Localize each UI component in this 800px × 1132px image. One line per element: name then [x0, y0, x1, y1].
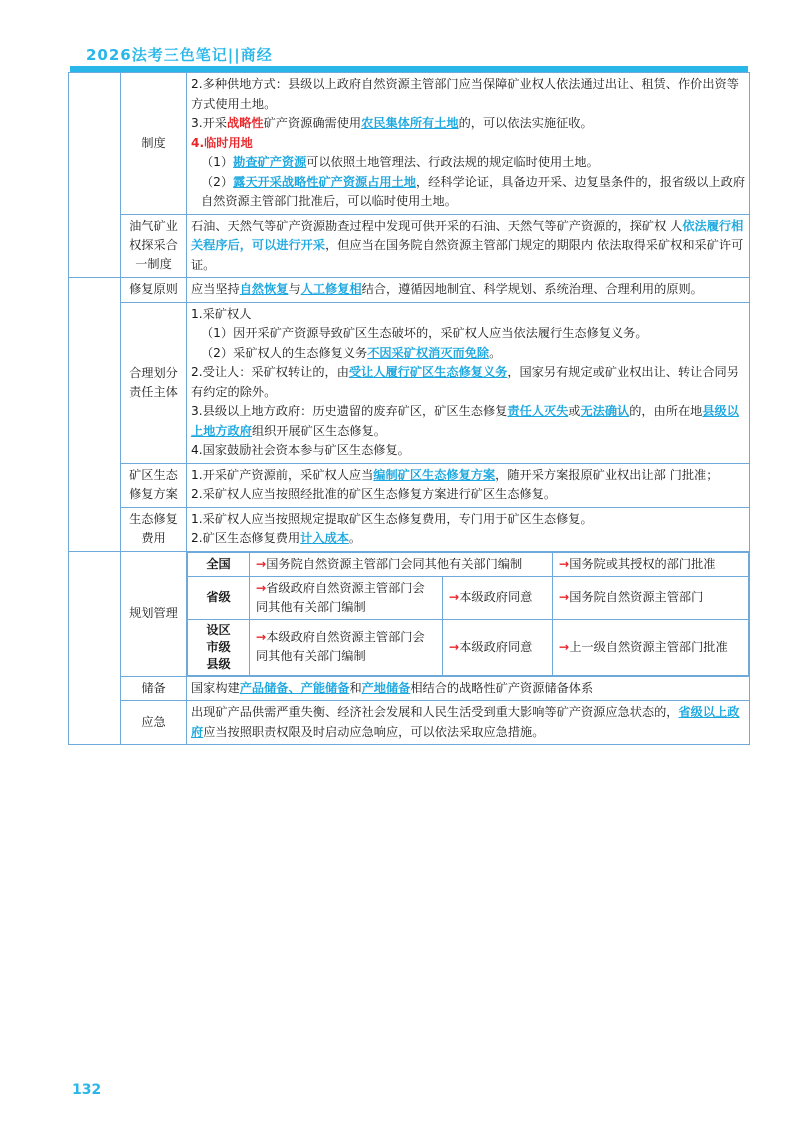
arrow-icon: → [559, 556, 570, 571]
planning-step: →国务院或其授权的部门批准 [553, 552, 749, 576]
text-line: 3.开采战略性矿产资源确需使用农民集体所有土地的，可以依法实施征收。 [191, 116, 593, 130]
row-label: 应急 [121, 701, 187, 745]
group-cell-2 [69, 278, 121, 552]
arrow-icon: → [559, 590, 570, 604]
text-line: （1）勘查矿产资源可以依照土地管理法、行政法规的规定临时使用土地。 [201, 155, 599, 169]
row-content [187, 463, 750, 507]
arrow-icon: → [256, 630, 267, 644]
row-label: 规划管理 [121, 551, 187, 676]
arrow-icon: → [449, 639, 460, 654]
planning-step: →上一级自然资源主管部门批准 [553, 619, 749, 675]
planning-step: →省级政府自然资源主管部门会同其他有关部门编制 [250, 576, 443, 619]
row-xiufu [69, 278, 750, 303]
row-fangan [69, 463, 750, 507]
row-content [187, 73, 750, 215]
text-line: 3.县级以上地方政府：历史遗留的废弃矿区，矿区生态修复责任人灭失或无法确认的，由所在地县级以上地方政府组织开展矿区生态修复。 [191, 404, 739, 438]
group-cell-3 [69, 551, 121, 745]
row-content: 应当坚持自然恢复与人工修复相结合，遵循因地制宜、科学规划、系统治理、合理利用的原则。 [187, 278, 750, 303]
text-line: 2.多种供地方式：县级以上政府自然资源主管部门应当保障矿业权人依法通过出让、租赁、作价出资等方式使用土地。 [191, 77, 739, 111]
text-line: （2）采矿权人的生态修复义务不因采矿权消灭而免除。 [201, 345, 502, 360]
level-label: 设区 市级 县级 [188, 619, 250, 675]
row-zhidu [69, 73, 750, 215]
row-feiyong [69, 507, 750, 551]
planning-step: →本级政府同意 [443, 619, 553, 675]
row-label: 储备 [121, 676, 187, 701]
row-label: 生态修复费用 [121, 507, 187, 551]
row-chubei [69, 676, 750, 701]
page-number: 132 [72, 1082, 102, 1098]
planning-row-national [188, 552, 749, 576]
text-line: 4.国家鼓励社会资本参与矿区生态修复。 [191, 443, 410, 457]
text-line: （2）露天开采战略性矿产资源占用土地，经科学论证，具备边开采、边复垦条件的，报省级以上政府自然资源主管部门批准后，可以临时使用土地。 [201, 174, 746, 208]
notes-table [68, 72, 750, 745]
text-line: 2.受让人：采矿权转让的，由受让人履行矿区生态修复义务，国家另有规定或矿业权出让、转让合同另有约定的除外。 [191, 365, 739, 399]
planning-step: →本级政府自然资源主管部门会同其他有关部门编制 [250, 619, 443, 675]
text-line: 2.采矿权人应当按照经批准的矿区生态修复方案进行矿区生态修复。 [191, 487, 557, 501]
text-line: 1.采矿权人 [191, 306, 252, 321]
planning-cell [187, 551, 750, 676]
text-line: 4.临时用地 [191, 135, 253, 150]
row-youqi [69, 214, 750, 278]
page-header-title: 2026法考三色笔记||商经 [86, 46, 273, 64]
level-label: 全国 [188, 552, 250, 576]
row-zeren [69, 302, 750, 463]
planning-row-province [188, 576, 749, 619]
row-label: 合理划分责任主体 [121, 302, 187, 463]
group-cell-1 [69, 73, 121, 278]
planning-step: →国务院自然资源主管部门 [553, 576, 749, 619]
text-line: 1.开采矿产资源前，采矿权人应当编制矿区生态修复方案，随开采方案报原矿业权出让部 门批准； [191, 467, 719, 482]
row-label: 修复原则 [121, 278, 187, 303]
arrow-icon: → [449, 590, 460, 604]
row-label: 矿区生态修复方案 [121, 463, 187, 507]
text-line: 1.采矿权人应当按照规定提取矿区生态修复费用，专门用于矿区生态修复。 [191, 511, 593, 526]
row-content [187, 507, 750, 551]
row-guihua [69, 551, 750, 676]
planning-row-city [188, 619, 749, 675]
row-yingji [69, 701, 750, 745]
row-label: 油气矿业权探采合一制度 [121, 214, 187, 278]
row-content [187, 302, 750, 463]
level-label: 省级 [188, 576, 250, 619]
planning-table [187, 552, 749, 676]
row-content: 出现矿产品供需严重失衡、经济社会发展和人民生活受到重大影响等矿产资源应急状态的，省级以上政府应当按照职责权限及时启动应急响应，可以依法采取应急措施。 [187, 701, 750, 745]
planning-step: →本级政府同意 [443, 576, 553, 619]
text-line: 2.矿区生态修复费用计入成本。 [191, 531, 362, 545]
text-line: （1）因开采矿产资源导致矿区生态破坏的，采矿权人应当依法履行生态修复义务。 [201, 326, 648, 340]
arrow-icon: → [256, 580, 267, 595]
row-label: 制度 [121, 73, 187, 215]
row-content: 石油、天然气等矿产资源勘查过程中发现可供开采的石油、天然气等矿产资源的，探矿权 人依法履行相关程序后，可以进行开采，但应当在国务院自然资源主管部门规定的期限内 依法取得采矿权和采矿许可证。 [187, 214, 750, 278]
row-content: 国家构建产品储备、产能储备和产地储备相结合的战略性矿产资源储备体系 [187, 676, 750, 701]
arrow-icon: → [256, 556, 267, 571]
arrow-icon: → [559, 639, 570, 654]
planning-step: →国务院自然资源主管部门会同其他有关部门编制 [250, 552, 553, 576]
